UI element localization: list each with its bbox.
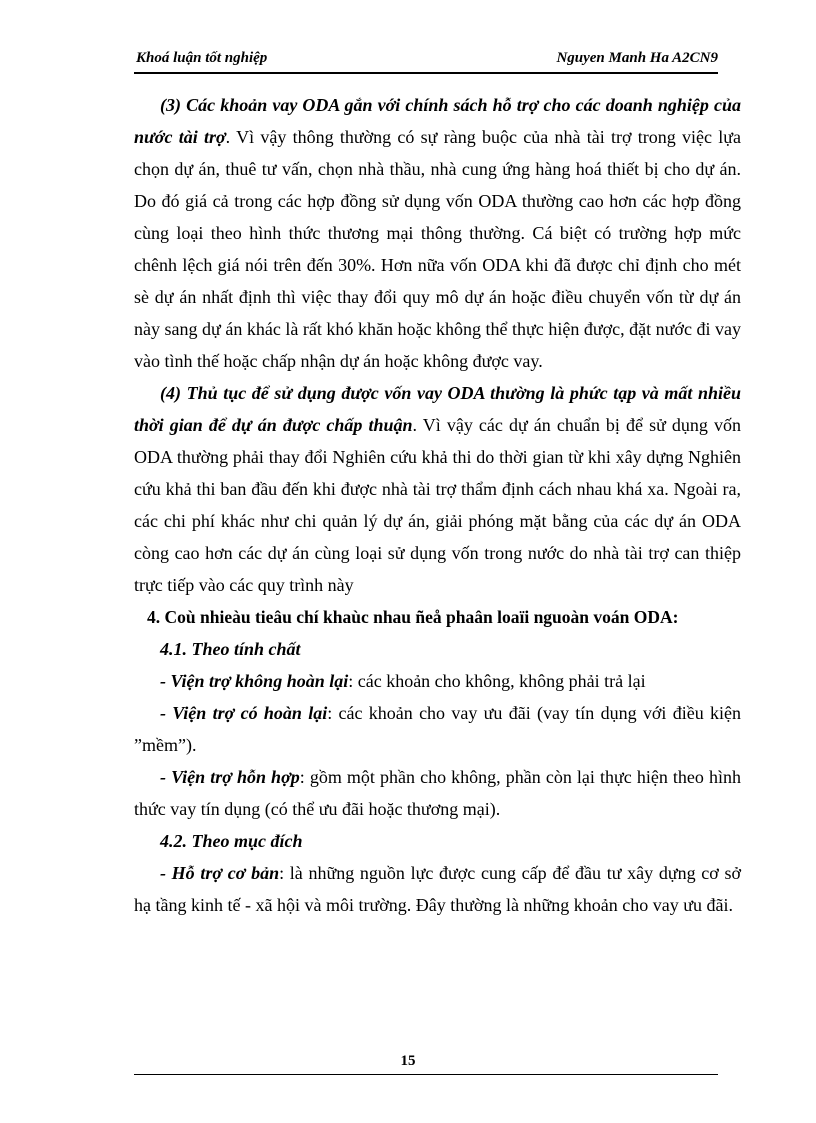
section-4-1-title: 4.1. Theo tính chất [160, 639, 301, 659]
list-item-text: : gồm một phần cho không, phần còn lại thực hiện theo hình thức vay tín dụng (có thể ưu đãi hoặc thương mại). [134, 767, 741, 819]
paragraph-4-text: . Vì vậy các dự án chuẩn bị để sử dụng vốn ODA thường phải thay đổi Nghiên cứu khả thi do thời gian từ khi xây dựng Nghiên cứu khả thi ban đầu đến khi được nhà tài trợ thẩm định cách nhau khá xa. Ngoài ra, các chi phí khác như chi quản lý dự án, giải phóng mặt bằng của các dự án ODA còng cao hơn các dự án cùng loại sử dụng vốn trong nước do nhà tài trợ can thiệp trực tiếp vào các quy trình này [134, 415, 741, 595]
list-item-label: - Viện trợ không hoàn lại [160, 671, 349, 691]
list-item-label: - Viện trợ hỗn hợp [160, 767, 300, 787]
list-item-text: : là những nguồn lực được cung cấp để đầu tư xây dựng cơ sở hạ tầng kinh tế - xã hội và môi trường. Đây thường là những khoản cho vay ưu đãi. [134, 863, 741, 915]
header-author: Nguyen Manh Ha A2CN9 [556, 50, 718, 66]
list-item-label: - Viện trợ có hoàn lại [160, 703, 328, 723]
section-4-2-title: 4.2. Theo mục đích [160, 831, 303, 851]
list-item [134, 697, 741, 761]
list-item-label: - Hỗ trợ cơ bản [160, 863, 280, 883]
paragraph-4-lead: (4) Thủ tục để sử dụng được vốn vay ODA thường là phức tạp và mất nhiều thời gian để dự án được chấp thuận [134, 383, 741, 435]
paragraph-3 [134, 89, 741, 377]
page-header [134, 50, 718, 72]
paragraph-4 [134, 377, 741, 601]
paragraph-3-lead: (3) Các khoản vay ODA gắn với chính sách hỗ trợ cho các doanh nghiệp của nước tài trợ [134, 95, 741, 147]
list-item-text: : các khoản cho không, không phải trả lại [348, 671, 646, 691]
list-item [134, 857, 741, 921]
footer-divider [134, 1074, 718, 1075]
list-item [134, 665, 741, 697]
document-body [134, 89, 741, 921]
paragraph-3-text: . Vì vậy thông thường có sự ràng buộc của nhà tài trợ trong việc lựa chọn dự án, thuê tư vấn, chọn nhà thầu, nhà cung ứng hàng hoá thiết bị cho dự án. Do đó giá cả trong các hợp đồng sử dụng vốn ODA thường cao hơn các hợp đồng cùng loại theo hình thức thương mại thông thường. Cá biệt có trường hợp mức chênh lệch giá nói trên đến 30%. Hơn nữa vốn ODA khi đã được chỉ định cho mét sè dự án nhất định thì việc thay đổi quy mô dự án hoặc điều chuyển vốn từ dự án này sang dự án khác là rất khó khăn hoặc không thể thực hiện được, đặt nước đi vay vào tình thế hoặc chấp nhận dự án hoặc không được vay. [134, 127, 741, 371]
header-title: Khoá luận tốt nghiệp [136, 50, 268, 66]
header-divider [134, 72, 718, 74]
list-item [134, 761, 741, 825]
page-number: 15 [400, 1053, 416, 1069]
list-item-text: : các khoản cho vay ưu đãi (vay tín dụng với điều kiện ”mềm”). [134, 703, 741, 755]
section-4-heading: 4. Coù nhieàu tieâu chí khaùc nhau ñeå phaân loaïi nguoàn voán ODA: [147, 607, 679, 627]
